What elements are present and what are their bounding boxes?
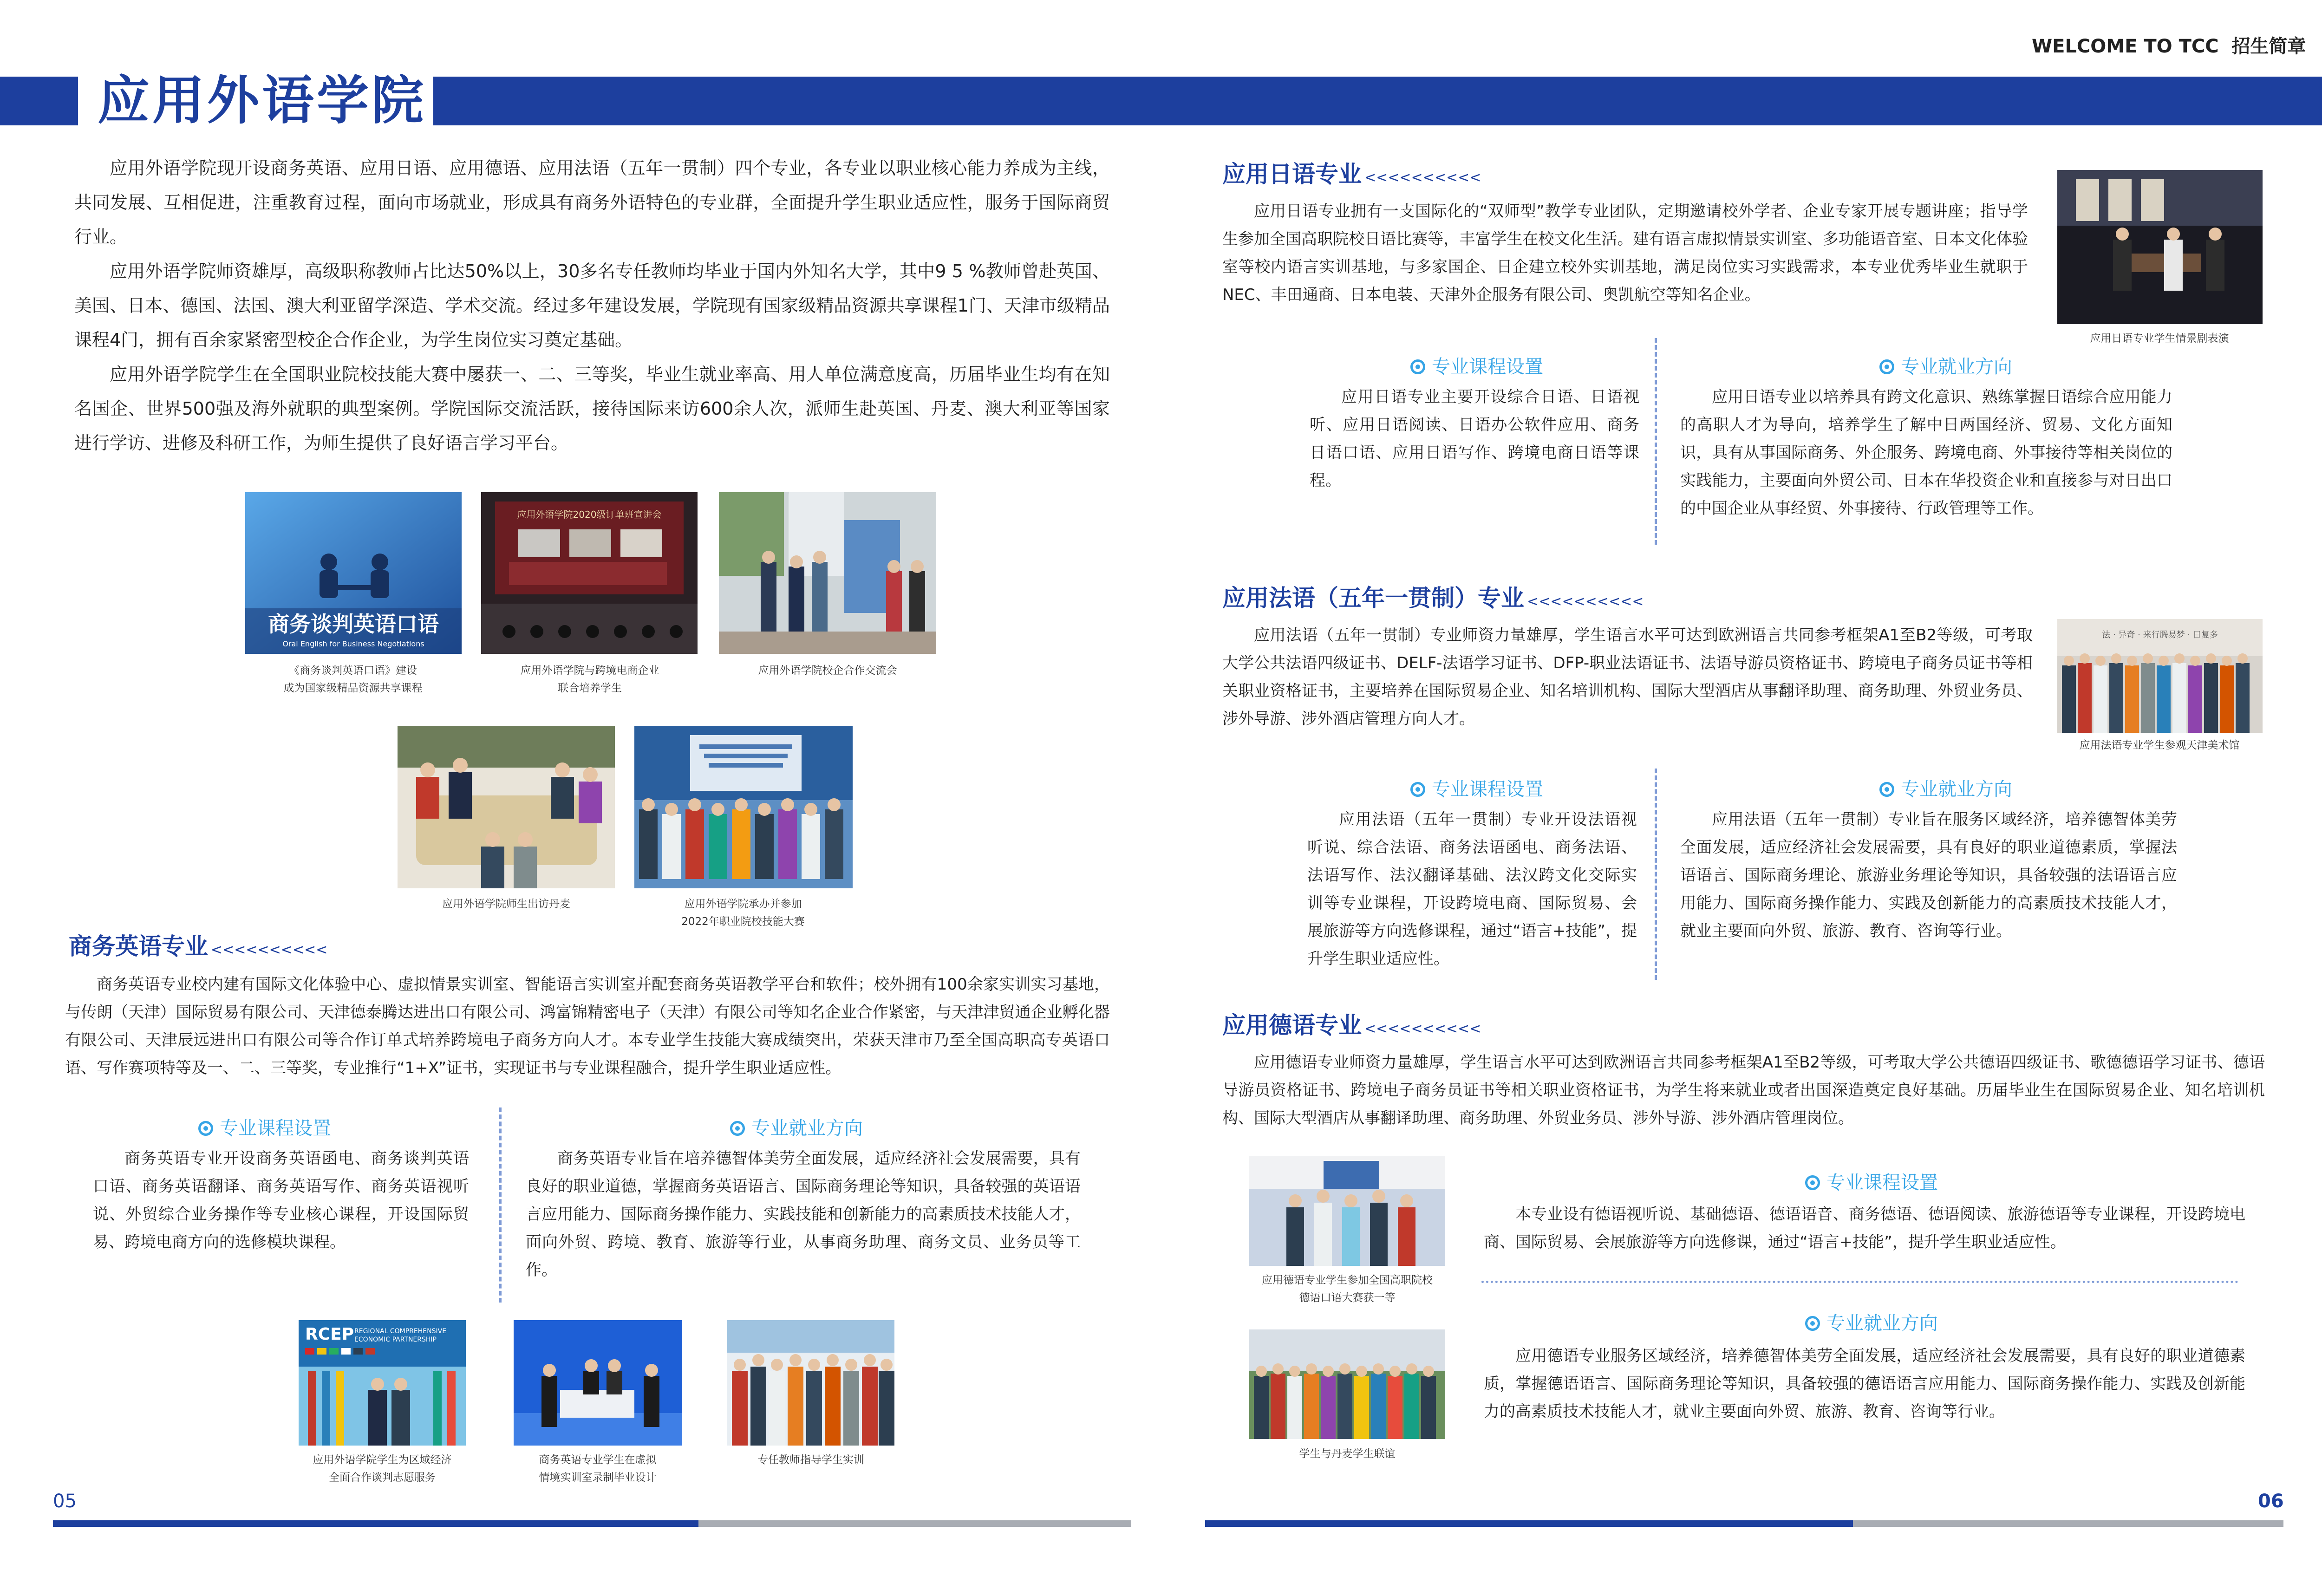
photo-caption: 应用法语专业学生参观天津美术馆 [2079,739,2240,751]
business-english-course: 商务英语专业开设商务英语函电、商务谈判英语口语、商务英语翻译、商务英语写作、商务英语视听说、外贸综合业务操作等专业核心课程，开设国际贸易、跨境电商方向的选修模块课程。 [93,1149,469,1251]
column-divider [1655,769,1657,980]
circle-bullet-icon [1410,782,1425,797]
japanese-career: 应用日语专业以培养具有跨文化意识、熟练掌握日语综合应用能力的高职人才为导向，培养学生了解中日两国经济、贸易、文化方面知识，具有从事国际商务、外企服务、跨境电商、外事接待等相关岗位的实践能力，主要面向外贸公司、日本在华投资企业和直接参与对日出口的中国企业从事经贸、外事接待、行政管理等工作。 [1680,388,2172,518]
photo-french-art-museum [2057,619,2263,733]
circle-bullet-icon [1805,1316,1820,1331]
circle-bullet-icon [730,1121,745,1136]
page-number-left: 05 [53,1491,77,1512]
column-divider [1655,338,1657,545]
svg-text:RCEP: RCEP [305,1325,354,1344]
arrow-decoration: <<<<<<<<<< [211,942,328,958]
photo-denmark-visit [398,726,615,888]
arrow-decoration: <<<<<<<<<< [1364,169,1481,186]
college-title: 应用外语学院 [98,71,426,131]
svg-text:应用外语学院2020级订单班宣讲会: 应用外语学院2020级订单班宣讲会 [517,509,662,520]
japanese-desc: 应用日语专业拥有一支国际化的“双师型”教学专业团队，定期邀请校外学者、企业专家开展专题讲座；指导学生参加全国高职院校日语比赛等，丰富学生在校文化生活。建有语言虚拟情景实训室、多功能语音室、日本文化体验室等校内语言实训基地，与多家国企、日企建立校外实训基地，满足岗位实习实践需求，本专业优秀毕业生就职于NEC、丰田通商、日本电装、天津外企服务有限公司、奥凯航空等知名企业。 [1222,202,2028,304]
page-number-right: 06 [2258,1491,2284,1512]
german-career: 应用德语专业服务区域经济，培养德智体美劳全面发展，适应经济社会发展需要，具有良好的职业道德素质，掌握德语语言、国际商务理论等知识，具备较强的德语语言应用能力、国际商务操作能力、实践及创新能力的高素质技术技能人才，就业主要面向外贸、旅游、教育、咨询等行业。 [1484,1347,2245,1421]
column-divider [499,1107,502,1303]
subtitle-career: 专业就业方向 [1723,1309,2020,1335]
photo-caption: 应用外语学院与跨境电商企业 联合培养学生 [520,664,659,694]
french-desc: 应用法语（五年一贯制）专业师资力量雄厚，学生语言水平可达到欧洲语言共同参考框架A1至B2等级，可考取大学公共法语四级证书、DELF-法语学习证书、DFP-职业法语证书、法语导游员资格证书、跨境电子商务员证书等相关职业资格证书，主要培养在国际贸易企业、知名培训机构、国际大型酒店从事翻译助理、商务助理、外贸业务员、涉外导游、涉外酒店管理方向人才。 [1222,626,2033,728]
photo-caption: 应用外语学院承办并参加 2022年职业院校技能大赛 [681,898,805,928]
photo-skills-competition [634,726,853,888]
photo-caption: 学生与丹麦学生联谊 [1299,1448,1396,1460]
photo-caption: 应用外语学院校企合作交流会 [758,664,897,677]
photo-negotiation-course [245,492,462,654]
arrow-decoration: <<<<<<<<<< [1364,1021,1481,1037]
subtitle-course: 专业课程设置 [1328,352,1625,378]
subtitle-course: 专业课程设置 [1723,1168,2020,1194]
circle-bullet-icon [1805,1175,1820,1190]
svg-text:商务谈判英语口语: 商务谈判英语口语 [268,612,439,637]
header-band-left [0,77,78,125]
photo-german-contest [1249,1156,1445,1266]
footer-bar-right-blue [1205,1520,1853,1527]
circle-bullet-icon [1879,359,1894,374]
photo-caption: 应用德语专业学生参加全国高职院校 德语口语大赛获一等 [1262,1274,1433,1304]
section-title-business-english: 商务英语专业 <<<<<<<<<< [69,933,328,960]
japanese-course: 应用日语专业主要开设综合日语、日语视听、应用日语阅读、日语办公软件应用、商务日语口语、应用日语写作、跨境电商日语等课程。 [1310,388,1639,490]
arrow-decoration: <<<<<<<<<< [1527,593,1644,610]
photo-order-class-briefing [481,492,698,654]
photo-rcep [299,1320,466,1446]
photo-caption: 应用外语学院师生出访丹麦 [442,898,570,910]
svg-text:Oral English for Business Nego: Oral English for Business Negotiations [282,639,424,648]
circle-bullet-icon [198,1121,213,1136]
svg-text:ECONOMIC PARTNERSHIP: ECONOMIC PARTNERSHIP [354,1336,437,1343]
photo-caption: 商务英语专业学生在虚拟 情境实训室录制毕业设计 [539,1454,657,1484]
svg-text:REGIONAL COMPREHENSIVE: REGIONAL COMPREHENSIVE [354,1328,447,1335]
photo-japanese-drama [2057,170,2263,324]
business-english-career: 商务英语专业旨在培养德智体美劳全面发展，适应经济社会发展需要，具有良好的职业道德，掌握商务英语语言、国际商务理论等知识，具备较强的英语语言应用能力、国际商务操作能力、实践技能和创新能力的高素质技术技能人才，面向外贸、跨境、教育、旅游等行业，从事商务助理、商务文员、业务员等工作。 [526,1149,1081,1279]
footer-bar-right-grey [1853,1520,2283,1527]
svg-text:法 · 异奇 · 来行腾易梦 · 日复多: 法 · 异奇 · 来行腾易梦 · 日复多 [2102,630,2218,640]
subtitle-career: 专业就业方向 [648,1114,945,1140]
photo-enterprise-exchange [719,492,936,654]
photo-german-denmark [1249,1329,1445,1439]
german-desc: 应用德语专业师资力量雄厚，学生语言水平可达到欧洲语言共同参考框架A1至B2等级，可考取大学公共德语四级证书、歌德德语学习证书、德语导游员资格证书、跨境电子商务员证书等相关职业资格证书，为学生将来就业或者出国深造奠定良好基础。历届毕业生在国际贸易企业、知名培训机构、国际大型酒店从事翻译助理、商务助理、外贸业务员、涉外导游、涉外酒店管理岗位。 [1222,1053,2265,1127]
subtitle-career: 专业就业方向 [1797,352,2094,378]
footer-bar-left-blue [53,1520,698,1527]
section-title-japanese: 应用日语专业 <<<<<<<<<< [1222,161,1481,188]
photo-caption: 专任教师指导学生实训 [757,1454,864,1466]
section-title-french: 应用法语（五年一贯制）专业 <<<<<<<<<< [1222,585,1644,612]
college-intro [74,151,1110,460]
intro-paragraph: 应用外语学院师资雄厚，高级职称教师占比达50%以上，30多名专任教师均毕业于国内外知名大学，其中9 5 %教师曾赴英国、美国、日本、德国、法国、澳大利亚留学深造、学术交流。经过多年建设发展，学院现有国家级精品资源共享课程1门、天津市级精品课程4门，拥有百余家紧密型校企合作企业，为学生岗位实习奠定基础。 [74,261,1110,350]
section-title-german: 应用德语专业 <<<<<<<<<< [1222,1012,1481,1039]
row-divider [1481,1281,2238,1283]
business-english-desc: 商务英语专业校内建有国际文化体验中心、虚拟情景实训室、智能语言实训室并配套商务英语教学平台和软件；校外拥有100余家实训实习基地，与传朗（天津）国际贸易有限公司、天津德泰腾达进出口有限公司、鸿富锦精密电子（天津）有限公司等知名企业合作紧密，与天津津贸通企业孵化器有限公司、天津辰远进出口有限公司等合作订单式培养跨境电子商务方向人才。本专业学生技能大赛成绩突出，荣获天津市乃至全国高职高专英语口语、写作赛项特等及一、二、三等奖，专业推行“1+X”证书，实现证书与专业课程融合，提升学生职业适应性。 [65,975,1110,1077]
header-band-right [433,77,2322,125]
circle-bullet-icon [1410,359,1425,374]
photo-caption: 《商务谈判英语口语》建设 成为国家级精品资源共享课程 [283,664,423,694]
photo-caption: 应用外语学院学生为区域经济 全面合作谈判志愿服务 [313,1454,452,1484]
german-course: 本专业设有德语视听说、基础德语、德语语音、商务德语、德语阅读、旅游德语等专业课程，开设跨境电商、国际贸易、会展旅游等方向选修课，通过“语言+技能”，提升学生职业适应性。 [1484,1205,2245,1251]
subtitle-course: 专业课程设置 [116,1114,413,1140]
french-career: 应用法语（五年一贯制）专业旨在服务区域经济，培养德智体美劳全面发展，适应经济社会发展需要，具有良好的职业道德素质，掌握法语语言、国际商务理论、旅游业务理论等知识，具备较强的法语语言应用能力、国际商务操作能力、实践及创新能力的高素质技术技能人才，就业主要面向外贸、旅游、教育、咨询等行业。 [1680,810,2177,940]
photo-teacher-guidance [727,1320,894,1446]
subtitle-course: 专业课程设置 [1328,775,1625,801]
circle-bullet-icon [1879,782,1894,797]
photo-virtual-studio [514,1320,682,1446]
intro-paragraph: 应用外语学院现开设商务英语、应用日语、应用德语、应用法语（五年一贯制）四个专业，各专业以职业核心能力养成为主线，共同发展、互相促进，注重教育过程，面向市场就业，形成具有商务外语特色的专业群，全面提升学生职业适应性，服务于国际商贸行业。 [74,158,1110,247]
photo-caption: 应用日语专业学生情景剧表演 [2090,332,2229,345]
header-welcome: WELCOME TO TCC 招生简章 [2032,36,2306,57]
french-course: 应用法语（五年一贯制）专业开设法语视听说、综合法语、商务法语函电、商务法语、法语写作、法汉翻译基础、法汉跨文化交际实训等专业课程，开设跨境电商、国际贸易、会展旅游等方向选修课程，通过“语言+技能”，提升学生职业适应性。 [1307,810,1637,968]
intro-paragraph: 应用外语学院学生在全国职业院校技能大赛中屡获一、二、三等奖，毕业生就业率高、用人单位满意度高，历届毕业生均有在知名国企、世界500强及海外就职的典型案例。学院国际交流活跃，接待国际来访600余人次，派师生赴英国、丹麦、澳大利亚等国家进行学访、进修及科研工作，为师生提供了良好语言学习平台。 [74,364,1110,453]
subtitle-career: 专业就业方向 [1797,775,2094,801]
footer-bar-left-grey [698,1520,1131,1527]
